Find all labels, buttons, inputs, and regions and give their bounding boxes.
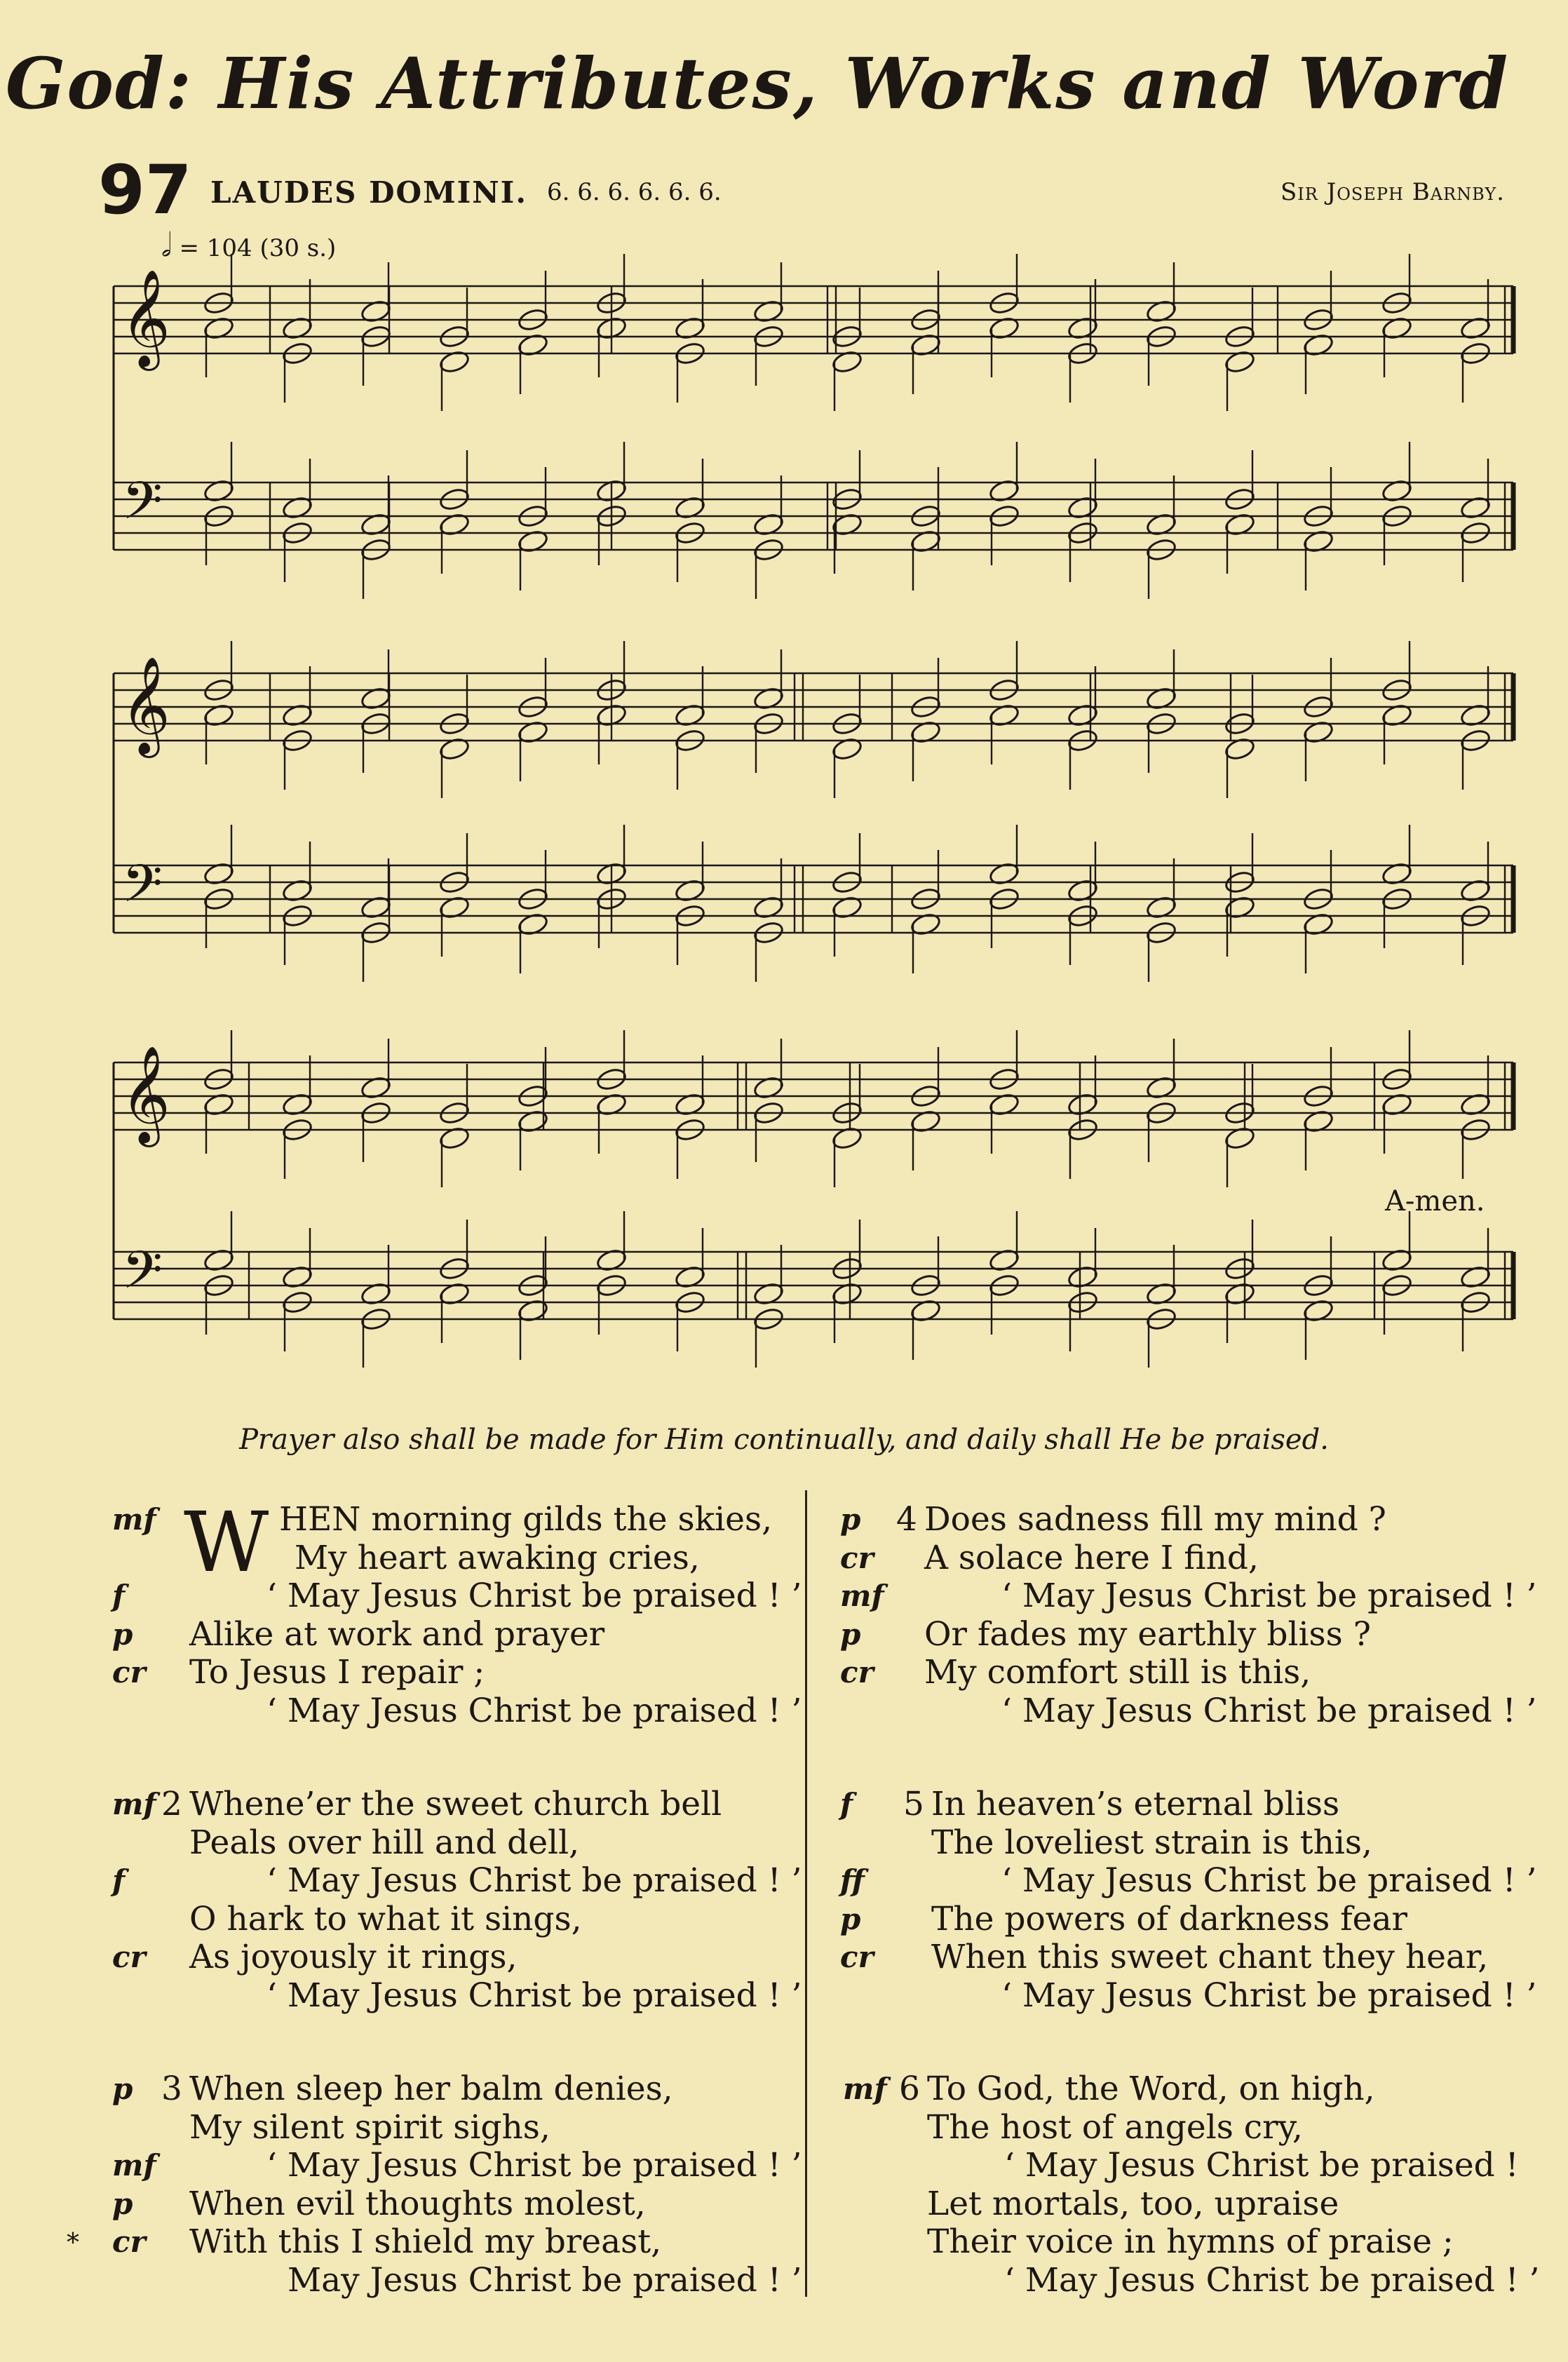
verse-4	[840, 1500, 1537, 1730]
verse-line	[903, 1977, 1536, 2016]
verse-text: ‘ May Jesus Christ be praised ! ’	[266, 1976, 802, 2015]
dynamic-mark: f	[112, 1863, 126, 1898]
verse-text: My comfort still is this,	[924, 1653, 1311, 1692]
composer: Sir Joseph Barnby.	[1280, 178, 1505, 206]
verse-text: To God, the Word, on high,	[927, 2070, 1375, 2108]
dynamic-mark: p	[840, 1502, 861, 1537]
dynamic-mark: cr	[840, 1540, 874, 1575]
verse-line	[896, 1692, 1536, 1731]
verse-line	[899, 2262, 1539, 2300]
verse-line	[161, 1977, 802, 2016]
verse-line	[112, 1938, 802, 1977]
verse-text: O hark to what it sings,	[189, 1899, 582, 1938]
bass-clef-icon: 𝄢	[122, 853, 163, 927]
dynamic-mark: cr	[840, 1655, 874, 1689]
verse-text: When this sweet chant they hear,	[931, 1938, 1489, 1976]
verse-text: ‘ May Jesus Christ be praised ! ’	[1001, 1577, 1537, 1615]
verse-line	[840, 1899, 1536, 1939]
dynamic-mark: mf	[843, 2072, 887, 2106]
verse-text: Let mortals, too, upraise	[927, 2184, 1339, 2223]
verse-line	[843, 2070, 1539, 2109]
verse-3	[112, 2070, 802, 2300]
verse-1	[112, 1494, 802, 1730]
amen-label: A-men.	[1385, 1185, 1485, 1217]
dynamic-mark: p	[112, 2186, 133, 2221]
verse-line	[161, 1824, 802, 1863]
verse-text: ‘ May Jesus Christ be praised ! ’	[1004, 2260, 1540, 2300]
verse-5	[840, 1785, 1537, 2015]
verse-text: Peals over hill and dell,	[189, 1823, 580, 1862]
treble-clef-icon: 𝄞	[121, 656, 170, 754]
verse-text: Does sadness fill my mind ?	[924, 1500, 1386, 1539]
verse-text: ‘ May Jesus Christ be praised !	[1004, 2146, 1519, 2185]
verse-line	[840, 1785, 1536, 1824]
verse-line	[899, 2147, 1539, 2185]
dynamic-mark: mf	[840, 1579, 884, 1613]
verse-6	[843, 2070, 1540, 2300]
verse-line	[112, 2184, 802, 2224]
verse-text: HEN morning gilds the skies,	[279, 1500, 773, 1539]
verse-line	[840, 1538, 1536, 1578]
verse-line	[112, 1861, 802, 1901]
verse-text: Or fades my earthly bliss ?	[924, 1614, 1371, 1654]
half-note-icon: 𝅗𝅥	[161, 226, 172, 264]
verse-line	[112, 2146, 802, 2185]
dynamic-mark: cr	[112, 1655, 146, 1689]
verse-line	[840, 1861, 1537, 1901]
verse-text: A solace here I find,	[924, 1538, 1259, 1577]
verse-text: When sleep her balm denies,	[189, 2070, 673, 2108]
verse-text: The powers of darkness fear	[931, 1899, 1407, 1938]
treble-clef-icon: 𝄞	[121, 269, 170, 367]
verse-line	[840, 1938, 1536, 1977]
verse-text: Alike at work and prayer	[189, 1614, 605, 1654]
verse-text: ‘ May Jesus Christ be praised ! ’	[266, 1577, 802, 1615]
verse-line	[899, 2185, 1539, 2224]
verse-line	[112, 1500, 802, 1539]
verse-line	[161, 2262, 802, 2300]
dynamic-mark: cr	[112, 1940, 146, 1974]
verse-text: ‘ May Jesus Christ be praised ! ’	[266, 2146, 802, 2185]
treble-clef-icon: 𝄞	[121, 1046, 170, 1143]
verse-text: ‘ May Jesus Christ be praised ! ’	[1001, 1976, 1537, 2015]
bass-clef-icon: 𝄢	[122, 1240, 163, 1314]
verse-line	[161, 1901, 802, 1939]
verse-line	[899, 2223, 1539, 2262]
dynamic-mark: mf	[112, 2148, 156, 2182]
verse-text: In heaven’s eternal bliss	[931, 1785, 1340, 1823]
verse-line	[840, 1500, 1536, 1539]
verse-text: Their voice in hymns of praise ;	[927, 2222, 1454, 2261]
verse-line	[112, 1785, 802, 1824]
verse-line	[112, 2222, 802, 2262]
verse-number: 3	[161, 2070, 182, 2108]
verse-line	[899, 2109, 1539, 2147]
margin-mark: *	[67, 2229, 79, 2258]
verse-line	[840, 1577, 1537, 1616]
verse-line	[112, 1577, 802, 1616]
verse-text: When evil thoughts molest,	[189, 2184, 646, 2223]
verse-line	[189, 1539, 802, 1578]
dynamic-mark: f	[840, 1787, 853, 1821]
verse-text: To Jesus I repair ;	[189, 1653, 485, 1692]
verse-line	[112, 1653, 802, 1692]
verse-line	[161, 2109, 802, 2147]
verse-line	[840, 1653, 1536, 1692]
drop-cap: W	[184, 1494, 269, 1591]
dynamic-mark: ff	[840, 1863, 865, 1898]
verse-text: With this I shield my breast,	[189, 2222, 662, 2261]
dynamic-mark: p	[840, 1617, 861, 1652]
dynamic-mark: p	[840, 1901, 861, 1936]
verse-number: 5	[903, 1785, 924, 1823]
verse-number: 4	[896, 1500, 917, 1539]
verse-text: Whene’er the sweet church bell	[189, 1785, 722, 1823]
dynamic-mark: mf	[112, 1787, 156, 1821]
hymn-number: 97	[98, 151, 192, 229]
verse-text: ‘ May Jesus Christ be praised ! ’	[1001, 1691, 1537, 1730]
bass-clef-icon: 𝄢	[122, 471, 163, 544]
column-divider	[805, 1490, 807, 2297]
section-title: God: His Attributes, Works and Word	[5, 42, 1510, 125]
verse-line	[903, 1824, 1536, 1863]
verse-text: May Jesus Christ be praised ! ’	[288, 2260, 802, 2300]
dynamic-mark: cr	[112, 2225, 146, 2259]
verse-text: The loveliest strain is this,	[931, 1823, 1372, 1862]
verse-number: 2	[161, 1785, 182, 1823]
verse-text: My heart awaking cries,	[295, 1538, 700, 1577]
verse-text: ‘ May Jesus Christ be praised ! ’	[266, 1861, 802, 1900]
tempo-text: = 104 (30 s.)	[179, 234, 337, 262]
verse-line	[112, 1614, 802, 1654]
meter: 6. 6. 6. 6. 6. 6.	[547, 178, 722, 206]
dynamic-mark: f	[112, 1579, 126, 1613]
verse-line	[112, 2070, 802, 2109]
verse-number: 6	[899, 2070, 920, 2108]
epigraph: Prayer also shall be made for Him continually, and daily shall He be praised.	[239, 1424, 1329, 1456]
dynamic-mark: p	[112, 2072, 133, 2106]
tune-name: LAUDES DOMINI.	[210, 175, 527, 210]
verse-line	[840, 1614, 1536, 1654]
verse-text: The host of angels cry,	[927, 2107, 1303, 2147]
verse-text: My silent spirit sighs,	[189, 2107, 550, 2147]
dynamic-mark: mf	[112, 1502, 156, 1537]
verse-text: ‘ May Jesus Christ be praised ! ’	[266, 1691, 802, 1730]
dynamic-mark: cr	[840, 1940, 874, 1974]
verse-line	[189, 1692, 802, 1731]
verse-text: As joyously it rings,	[189, 1938, 518, 1976]
verse-text: ‘ May Jesus Christ be praised ! ’	[1001, 1861, 1537, 1900]
verse-2	[112, 1785, 802, 2015]
dynamic-mark: p	[112, 1617, 133, 1652]
